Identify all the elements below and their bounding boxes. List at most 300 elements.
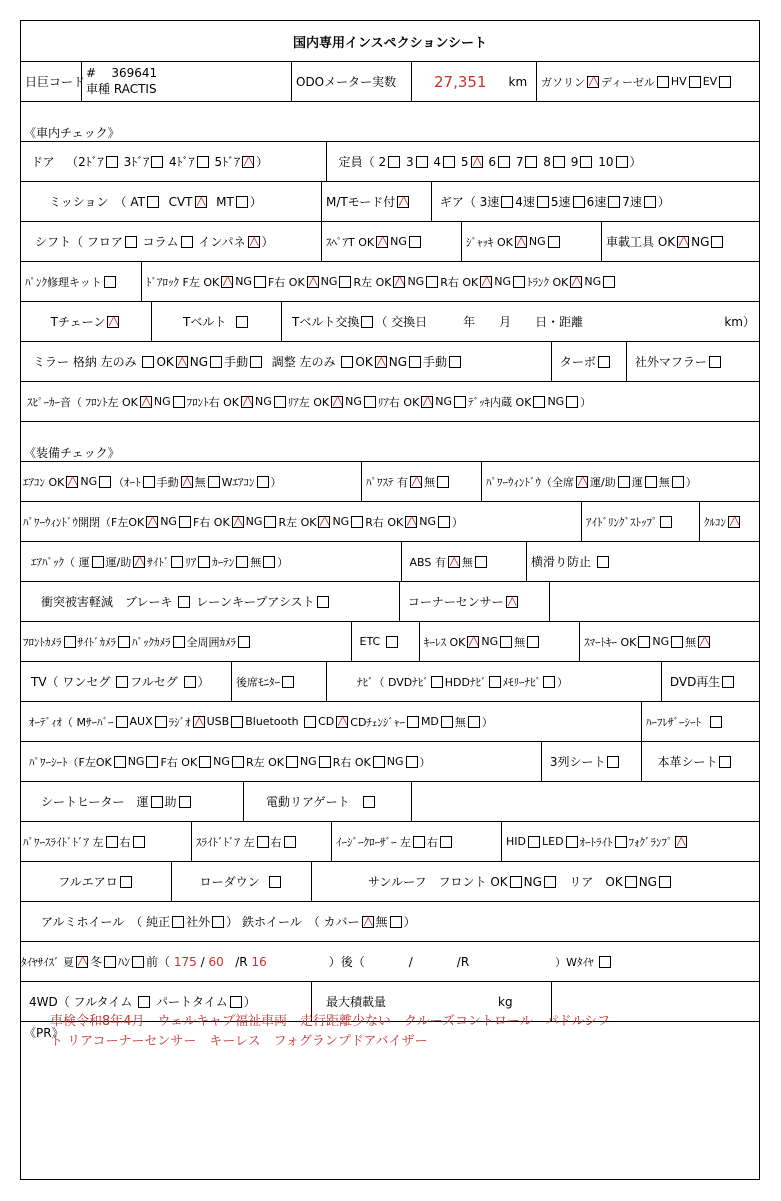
mirror-ok-checkbox[interactable] bbox=[176, 356, 188, 368]
column-checkbox[interactable] bbox=[181, 236, 193, 248]
tools-ng-label: NG bbox=[691, 234, 710, 249]
seat-heater-p-checkbox[interactable] bbox=[179, 796, 191, 808]
leather-checkbox[interactable] bbox=[719, 756, 731, 768]
gear-7-label: 7速 bbox=[622, 195, 642, 209]
trunk-ng-checkbox[interactable] bbox=[603, 276, 615, 288]
steel-cover-checkbox[interactable] bbox=[362, 916, 374, 928]
bt-label: Bluetooth bbox=[245, 715, 299, 728]
cap-5-label: 5 bbox=[460, 154, 469, 169]
trunk-ok-checkbox[interactable] bbox=[570, 276, 582, 288]
tbelt-change-detail: （ 交換日 年 月 日・距離 bbox=[375, 315, 584, 329]
seat-heater-label: シートヒーター 運 bbox=[41, 795, 149, 809]
puncture-cell bbox=[21, 262, 141, 301]
third-row-cell bbox=[541, 742, 641, 781]
memory-navi-label: ﾒﾓﾘｰﾅﾋﾞ bbox=[502, 675, 541, 689]
fuel-hv-checkbox[interactable] bbox=[689, 76, 701, 88]
radio-checkbox[interactable] bbox=[193, 716, 205, 728]
slide-left-checkbox[interactable] bbox=[257, 836, 269, 848]
smartkey-ng-checkbox[interactable] bbox=[671, 636, 683, 648]
aircon-ng-label: NG bbox=[80, 475, 98, 488]
etc-checkbox[interactable] bbox=[386, 636, 398, 648]
camera-row bbox=[21, 622, 759, 662]
md-checkbox[interactable] bbox=[441, 716, 453, 728]
abs-none-label: 無 bbox=[461, 555, 473, 569]
sp-deck-ng-checkbox[interactable] bbox=[566, 396, 578, 408]
hdd-navi-checkbox[interactable] bbox=[489, 676, 501, 688]
ps-fl-ok-checkbox[interactable] bbox=[114, 756, 126, 768]
aux-label: AUX bbox=[129, 715, 153, 728]
cap-6-checkbox[interactable] bbox=[498, 156, 510, 168]
tools-cell bbox=[601, 222, 759, 261]
part-time-checkbox[interactable] bbox=[230, 996, 242, 1008]
cap-8-checkbox[interactable] bbox=[553, 156, 565, 168]
tire-summer-checkbox[interactable] bbox=[76, 956, 88, 968]
front-cam-label: ﾌﾛﾝﾄｶﾒﾗ bbox=[23, 635, 62, 649]
spare-ok-checkbox[interactable] bbox=[376, 236, 388, 248]
adjust-label: 調整 左のみ bbox=[271, 355, 336, 369]
half-leather-cell bbox=[641, 702, 759, 741]
tchain-row bbox=[21, 302, 759, 342]
ps-rl-ng-checkbox[interactable] bbox=[319, 756, 331, 768]
doorlock-label: ﾄﾞｱﾛｯｸ F左 OK bbox=[146, 275, 220, 289]
dl-fr-ng-checkbox[interactable] bbox=[339, 276, 351, 288]
easy-closer-cell bbox=[331, 822, 501, 861]
cap-3-checkbox[interactable] bbox=[416, 156, 428, 168]
pwo-rl-ok-checkbox[interactable] bbox=[318, 516, 330, 528]
power-slide-cell bbox=[21, 822, 191, 861]
gear-6-checkbox[interactable] bbox=[608, 196, 620, 208]
puncture-label: ﾊﾟﾝｸ修理キット bbox=[25, 275, 102, 289]
mirror-manual-checkbox[interactable] bbox=[250, 356, 262, 368]
audio-none-checkbox[interactable] bbox=[468, 716, 480, 728]
dl-fl-ok-checkbox[interactable] bbox=[221, 276, 233, 288]
sr-rear-ng-label: NG bbox=[638, 874, 657, 889]
pw-none-label: 無 bbox=[658, 475, 670, 489]
back-cam-checkbox[interactable] bbox=[173, 636, 185, 648]
shift-row bbox=[21, 222, 759, 262]
led-checkbox[interactable] bbox=[566, 836, 578, 848]
tools-ng-checkbox[interactable] bbox=[711, 236, 723, 248]
md-label: MD bbox=[420, 715, 439, 728]
cruise-checkbox[interactable] bbox=[728, 516, 740, 528]
third-row-checkbox[interactable] bbox=[607, 756, 619, 768]
sr-rear-ok-checkbox[interactable] bbox=[625, 876, 637, 888]
odo-unit: km bbox=[508, 74, 528, 89]
adjust-ng-checkbox[interactable] bbox=[409, 356, 421, 368]
mt-mode-checkbox[interactable] bbox=[397, 196, 409, 208]
pwo-rl-ng-label: NG bbox=[332, 515, 350, 528]
navi-close: ） bbox=[557, 675, 568, 689]
power-seat-close: ） bbox=[419, 755, 431, 769]
ps-rr-ng-checkbox[interactable] bbox=[406, 756, 418, 768]
cap-4-checkbox[interactable] bbox=[443, 156, 455, 168]
gear-label: ギア（ 3速 bbox=[439, 195, 500, 209]
pw-all-checkbox[interactable] bbox=[576, 476, 588, 488]
cap-7-checkbox[interactable] bbox=[525, 156, 537, 168]
collision-checkbox[interactable] bbox=[178, 596, 190, 608]
jack-ok-checkbox[interactable] bbox=[515, 236, 527, 248]
cdch-checkbox[interactable] bbox=[407, 716, 419, 728]
steel-label: 鉄ホイール （ カバー bbox=[241, 915, 360, 929]
keyless-ng-label: NG bbox=[481, 635, 499, 648]
door-label: ドア bbox=[31, 155, 55, 169]
pwo-rr-ok-checkbox[interactable] bbox=[405, 516, 417, 528]
smartkey-none-label: 無 bbox=[685, 635, 697, 649]
rear-monitor-checkbox[interactable] bbox=[282, 676, 294, 688]
door-2-checkbox[interactable] bbox=[106, 156, 118, 168]
ab-side-label: ｻｲﾄﾞ bbox=[147, 555, 170, 569]
aircon-cell bbox=[21, 462, 361, 501]
memory-navi-checkbox[interactable] bbox=[543, 676, 555, 688]
door-5-label: 5ﾄﾞｱ bbox=[214, 155, 241, 169]
ps-fr-ng-label: NG bbox=[213, 755, 230, 768]
cap-2-label: 2 bbox=[378, 154, 387, 169]
mission-label: ミッション （ AT bbox=[49, 195, 145, 209]
adjust-ng-label: NG bbox=[388, 354, 407, 369]
sp-fr-ok-checkbox[interactable] bbox=[241, 396, 253, 408]
bt-checkbox[interactable] bbox=[304, 716, 316, 728]
tbelt-checkbox[interactable] bbox=[236, 316, 248, 328]
sp-rr-ng-checkbox[interactable] bbox=[454, 396, 466, 408]
odo-label-cell bbox=[291, 62, 411, 101]
fulltime-checkbox[interactable] bbox=[138, 996, 150, 1008]
jack-ng-checkbox[interactable] bbox=[548, 236, 560, 248]
hid-checkbox[interactable] bbox=[528, 836, 540, 848]
turbo-checkbox[interactable] bbox=[598, 356, 610, 368]
leather-cell bbox=[641, 742, 759, 781]
tools-ok-checkbox[interactable] bbox=[677, 236, 689, 248]
seat-heater-p-label: 助 bbox=[164, 795, 177, 809]
lane-checkbox[interactable] bbox=[317, 596, 329, 608]
adjust-left-checkbox[interactable] bbox=[341, 356, 353, 368]
wtire-label: ）Wﾀｲﾔ bbox=[555, 955, 594, 969]
cd-checkbox[interactable] bbox=[336, 716, 348, 728]
skid-checkbox[interactable] bbox=[597, 556, 609, 568]
pwo-fr-label: F右 OK bbox=[192, 515, 230, 529]
ab-d-checkbox[interactable] bbox=[92, 556, 104, 568]
cap-10-checkbox[interactable] bbox=[616, 156, 628, 168]
wtire-checkbox[interactable] bbox=[599, 956, 611, 968]
mserver-checkbox[interactable] bbox=[116, 716, 128, 728]
floor-checkbox[interactable] bbox=[125, 236, 137, 248]
aircon-ok-checkbox[interactable] bbox=[66, 476, 78, 488]
wheel-cell bbox=[21, 902, 759, 941]
aircon-row bbox=[21, 462, 759, 502]
aux-checkbox[interactable] bbox=[155, 716, 167, 728]
corner-checkbox[interactable] bbox=[506, 596, 518, 608]
ab-none-checkbox[interactable] bbox=[263, 556, 275, 568]
muffler-checkbox[interactable] bbox=[709, 356, 721, 368]
alloy-genuine-checkbox[interactable] bbox=[172, 916, 184, 928]
pw-close: ） bbox=[685, 475, 697, 489]
ab-curtain-checkbox[interactable] bbox=[236, 556, 248, 568]
inpane-checkbox[interactable] bbox=[248, 236, 260, 248]
collision-empty bbox=[549, 582, 759, 621]
ps-fr-ok-checkbox[interactable] bbox=[199, 756, 211, 768]
tire-han-checkbox[interactable] bbox=[132, 956, 144, 968]
aero-row bbox=[21, 862, 759, 902]
pwo-rr-ng-checkbox[interactable] bbox=[438, 516, 450, 528]
tire-front-rim: 16 bbox=[251, 954, 267, 969]
cap-9-label: 9 bbox=[570, 154, 579, 169]
radio-label: ﾗｼﾞｵ bbox=[168, 715, 191, 729]
tire-winter-checkbox[interactable] bbox=[104, 956, 116, 968]
ec-right-label: 右 bbox=[427, 835, 438, 849]
dl-rl-ok-checkbox[interactable] bbox=[393, 276, 405, 288]
door-5-checkbox[interactable] bbox=[242, 156, 254, 168]
abs-label: ABS 有 bbox=[409, 555, 446, 569]
ac-none-checkbox[interactable] bbox=[208, 476, 220, 488]
ps-right-checkbox[interactable] bbox=[133, 836, 145, 848]
keyless-label: ｷｰﾚｽ OK bbox=[424, 635, 466, 649]
cap-2-checkbox[interactable] bbox=[388, 156, 400, 168]
keyless-ok-checkbox[interactable] bbox=[467, 636, 479, 648]
ps-rl-ok-checkbox[interactable] bbox=[286, 756, 298, 768]
collision-label: 衝突被害軽減 ブレーキ bbox=[41, 595, 173, 609]
tire-rear-label: ）後（ bbox=[328, 955, 365, 969]
oneseg-checkbox[interactable] bbox=[116, 676, 128, 688]
ec-right-checkbox[interactable] bbox=[440, 836, 452, 848]
pst-none-checkbox[interactable] bbox=[437, 476, 449, 488]
code-label: 日巨コード bbox=[25, 75, 86, 89]
cvt-checkbox[interactable] bbox=[195, 196, 207, 208]
tire-slash-1: / bbox=[200, 954, 205, 969]
sp-rl-ng-checkbox[interactable] bbox=[364, 396, 376, 408]
tbelt-change-checkbox[interactable] bbox=[361, 316, 373, 328]
sunroof-cell bbox=[311, 862, 759, 901]
ps-rr-ok-checkbox[interactable] bbox=[373, 756, 385, 768]
mirror-ng-checkbox[interactable] bbox=[210, 356, 222, 368]
aftermarket-checkbox[interactable] bbox=[212, 916, 224, 928]
slide-right-checkbox[interactable] bbox=[284, 836, 296, 848]
capacity-label: 定員（ bbox=[338, 155, 375, 169]
mission-cell bbox=[21, 182, 321, 221]
inpane-label: インパネ bbox=[198, 235, 246, 249]
dl-rr-ng-checkbox[interactable] bbox=[513, 276, 525, 288]
smartkey-ok-checkbox[interactable] bbox=[638, 636, 650, 648]
tbelt-change-cell bbox=[281, 302, 759, 341]
cd-label: CD bbox=[318, 715, 335, 728]
ps-left-checkbox[interactable] bbox=[106, 836, 118, 848]
tchain-label: Tチェーン bbox=[50, 315, 106, 329]
sp-rl-ok-checkbox[interactable] bbox=[331, 396, 343, 408]
fuel-ev-checkbox[interactable] bbox=[719, 76, 731, 88]
dl-fl-ng-checkbox[interactable] bbox=[254, 276, 266, 288]
sr-front-ng-checkbox[interactable] bbox=[544, 876, 556, 888]
speaker-row bbox=[21, 382, 759, 422]
model-value: RACTIS bbox=[113, 82, 157, 96]
cap-5-checkbox[interactable] bbox=[471, 156, 483, 168]
aircon-ng-checkbox[interactable] bbox=[99, 476, 111, 488]
shift-label: シフト（ フロア bbox=[35, 235, 123, 249]
puncture-checkbox[interactable] bbox=[104, 276, 116, 288]
airbag-row bbox=[21, 542, 759, 582]
speaker-cell bbox=[21, 382, 759, 421]
airbag-label: ｴｱﾊﾞｯｸ（ 運 bbox=[31, 555, 90, 569]
dvd-play-checkbox[interactable] bbox=[722, 676, 734, 688]
pw-d-label: 運 bbox=[631, 475, 643, 489]
ac-manual-checkbox[interactable] bbox=[181, 476, 193, 488]
sp-fr-ng-checkbox[interactable] bbox=[274, 396, 286, 408]
sp-deck-ok-checkbox[interactable] bbox=[533, 396, 545, 408]
pwo-fr-ok-checkbox[interactable] bbox=[232, 516, 244, 528]
ab-dp-checkbox[interactable] bbox=[133, 556, 145, 568]
tire-size-label: ﾀｲﾔｻｲｽﾞ 夏 bbox=[21, 955, 74, 969]
mission-row bbox=[21, 182, 759, 222]
model-label: 車種 bbox=[86, 82, 111, 96]
keyless-cell bbox=[419, 622, 579, 661]
idle-stop-label: ｱｲﾄﾞﾘﾝｸﾞｽﾄｯﾌﾟ bbox=[586, 515, 658, 529]
mirror-ok-label: OK bbox=[156, 354, 174, 369]
hid-label: HID bbox=[506, 835, 526, 848]
fog-checkbox[interactable] bbox=[675, 836, 687, 848]
power-seat-row bbox=[21, 742, 759, 782]
leather-label: 本革シート bbox=[657, 755, 718, 769]
sp-fl-ng-checkbox[interactable] bbox=[173, 396, 185, 408]
audio-close: ） bbox=[481, 715, 493, 729]
wheel-row bbox=[21, 902, 759, 942]
door-4-checkbox[interactable] bbox=[197, 156, 209, 168]
dl-rr-ok-checkbox[interactable] bbox=[480, 276, 492, 288]
sr-rear-ng-checkbox[interactable] bbox=[659, 876, 671, 888]
at-checkbox[interactable] bbox=[147, 196, 159, 208]
dl-fr-ng-label: NG bbox=[320, 275, 338, 288]
idle-stop-cell bbox=[581, 502, 699, 541]
fuel-gasoline-checkbox[interactable] bbox=[587, 76, 599, 88]
fuel-diesel-label: ディーゼル bbox=[601, 75, 655, 89]
pwo-fr-ng-checkbox[interactable] bbox=[264, 516, 276, 528]
dl-rl-ng-checkbox[interactable] bbox=[426, 276, 438, 288]
speaker-label: ｽﾋﾟｰｶｰ音（ ﾌﾛﾝﾄ左 OK bbox=[27, 395, 138, 409]
ec-left-checkbox[interactable] bbox=[413, 836, 425, 848]
w-aircon-label: Wｴｱｺﾝ bbox=[221, 475, 255, 489]
spare-ng-checkbox[interactable] bbox=[409, 236, 421, 248]
pr-label: 《PR》 bbox=[24, 1026, 64, 1040]
alloy-close: ） bbox=[226, 915, 239, 929]
sp-deck-label: ﾃﾞｯｷ内蔵 OK bbox=[468, 395, 532, 409]
auto-light-checkbox[interactable] bbox=[615, 836, 627, 848]
w-aircon-checkbox[interactable] bbox=[257, 476, 269, 488]
keyless-ng-checkbox[interactable] bbox=[500, 636, 512, 648]
dvd-navi-checkbox[interactable] bbox=[431, 676, 443, 688]
skid-cell bbox=[526, 542, 641, 581]
fuel-cell bbox=[536, 62, 759, 101]
usb-checkbox[interactable] bbox=[231, 716, 243, 728]
airbag-cell bbox=[21, 542, 401, 581]
ab-rear-checkbox[interactable] bbox=[198, 556, 210, 568]
mt-checkbox[interactable] bbox=[236, 196, 248, 208]
steel-none-checkbox[interactable] bbox=[390, 916, 402, 928]
inspection-sheet bbox=[20, 20, 760, 1180]
sr-front-ok-checkbox[interactable] bbox=[510, 876, 522, 888]
door-3-checkbox[interactable] bbox=[151, 156, 163, 168]
ps-rl-label: R左 OK bbox=[245, 755, 284, 769]
pw-dp-checkbox[interactable] bbox=[618, 476, 630, 488]
pst-none-label: 無 bbox=[424, 475, 435, 489]
tbelt-change-label: Tベルト交換 bbox=[292, 315, 360, 329]
smartkey-none-checkbox[interactable] bbox=[698, 636, 710, 648]
sp-rr-ok-checkbox[interactable] bbox=[421, 396, 433, 408]
pw-none-checkbox[interactable] bbox=[672, 476, 684, 488]
ps-fl-ng-checkbox[interactable] bbox=[146, 756, 158, 768]
cap-7-label: 7 bbox=[515, 154, 524, 169]
adjust-manual-checkbox[interactable] bbox=[449, 356, 461, 368]
pw-open-cell bbox=[21, 502, 581, 541]
pwo-fr-ng-label: NG bbox=[245, 515, 263, 528]
idle-stop-checkbox[interactable] bbox=[660, 516, 672, 528]
sp-rl-ng-label: NG bbox=[345, 395, 362, 408]
power-tail-checkbox[interactable] bbox=[363, 796, 375, 808]
pwo-rl-ng-checkbox[interactable] bbox=[351, 516, 363, 528]
pwo-fl-ok-checkbox[interactable] bbox=[146, 516, 158, 528]
ab-none-label: 無 bbox=[250, 555, 262, 569]
ab-dp-label: 運/助 bbox=[105, 555, 132, 569]
lowdown-checkbox[interactable] bbox=[269, 876, 281, 888]
seat-heater-d-checkbox[interactable] bbox=[151, 796, 163, 808]
gear-4-checkbox[interactable] bbox=[537, 196, 549, 208]
mission-close: ） bbox=[249, 195, 262, 209]
dl-fr-label: F右 OK bbox=[267, 275, 305, 289]
gear-7-checkbox[interactable] bbox=[644, 196, 656, 208]
pr-text-line-2: ト リアコーナーセンサー キーレス フォグランプドアバイザー bbox=[50, 1034, 428, 1049]
ps-fr-ng-checkbox[interactable] bbox=[232, 756, 244, 768]
tire-front-width: 175 bbox=[173, 954, 197, 969]
pwo-fl-ng-checkbox[interactable] bbox=[179, 516, 191, 528]
power-tail-label: 電動リアゲート bbox=[266, 795, 350, 809]
pwo-rr-label: R右 OK bbox=[365, 515, 404, 529]
fullseg-checkbox[interactable] bbox=[184, 676, 196, 688]
gear-3-checkbox[interactable] bbox=[501, 196, 513, 208]
keyless-none-checkbox[interactable] bbox=[527, 636, 539, 648]
cap-9-checkbox[interactable] bbox=[580, 156, 592, 168]
front-cam-checkbox[interactable] bbox=[64, 636, 76, 648]
pst-checkbox[interactable] bbox=[410, 476, 422, 488]
sp-deck-ng-label: NG bbox=[547, 395, 565, 408]
ab-rear-label: ﾘｱ bbox=[185, 555, 197, 569]
around-cam-checkbox[interactable] bbox=[238, 636, 250, 648]
cruise-label: ｸﾙｺﾝ bbox=[704, 515, 726, 529]
cdch-label: CDﾁｪﾝｼﾞｬｰ bbox=[350, 715, 405, 729]
corner-label: コーナーセンサー bbox=[407, 595, 504, 609]
ab-side-checkbox[interactable] bbox=[171, 556, 183, 568]
dl-rr-label: R右 OK bbox=[440, 275, 479, 289]
side-cam-checkbox[interactable] bbox=[118, 636, 130, 648]
power-tail-cell bbox=[243, 782, 411, 821]
muffler-label: 社外マフラー bbox=[634, 355, 707, 369]
auto-checkbox[interactable] bbox=[143, 476, 155, 488]
full-aero-checkbox[interactable] bbox=[120, 876, 132, 888]
abs-checkbox[interactable] bbox=[448, 556, 460, 568]
pw-d-checkbox[interactable] bbox=[645, 476, 657, 488]
power-slide-label: ﾊﾟﾜｰｽﾗｲﾄﾞﾄﾞｱ 左 bbox=[23, 835, 104, 849]
mirror-left-checkbox[interactable] bbox=[142, 356, 154, 368]
fuel-diesel-checkbox[interactable] bbox=[657, 76, 669, 88]
dl-fr-ok-checkbox[interactable] bbox=[307, 276, 319, 288]
tchain-checkbox[interactable] bbox=[107, 316, 119, 328]
mt-label: MT bbox=[216, 194, 234, 209]
code-label-cell bbox=[21, 62, 86, 101]
abs-none-checkbox[interactable] bbox=[475, 556, 487, 568]
adjust-ok-checkbox[interactable] bbox=[375, 356, 387, 368]
half-leather-checkbox[interactable] bbox=[710, 716, 722, 728]
gear-5-checkbox[interactable] bbox=[573, 196, 585, 208]
power-seat-cell bbox=[21, 742, 541, 781]
spare-label: ｽﾍﾟｱT OK bbox=[326, 235, 375, 249]
sr-front-ng-label: NG bbox=[523, 874, 542, 889]
sp-fl-ok-checkbox[interactable] bbox=[140, 396, 152, 408]
muffler-cell bbox=[626, 342, 759, 381]
seat-heater-cell bbox=[21, 782, 243, 821]
